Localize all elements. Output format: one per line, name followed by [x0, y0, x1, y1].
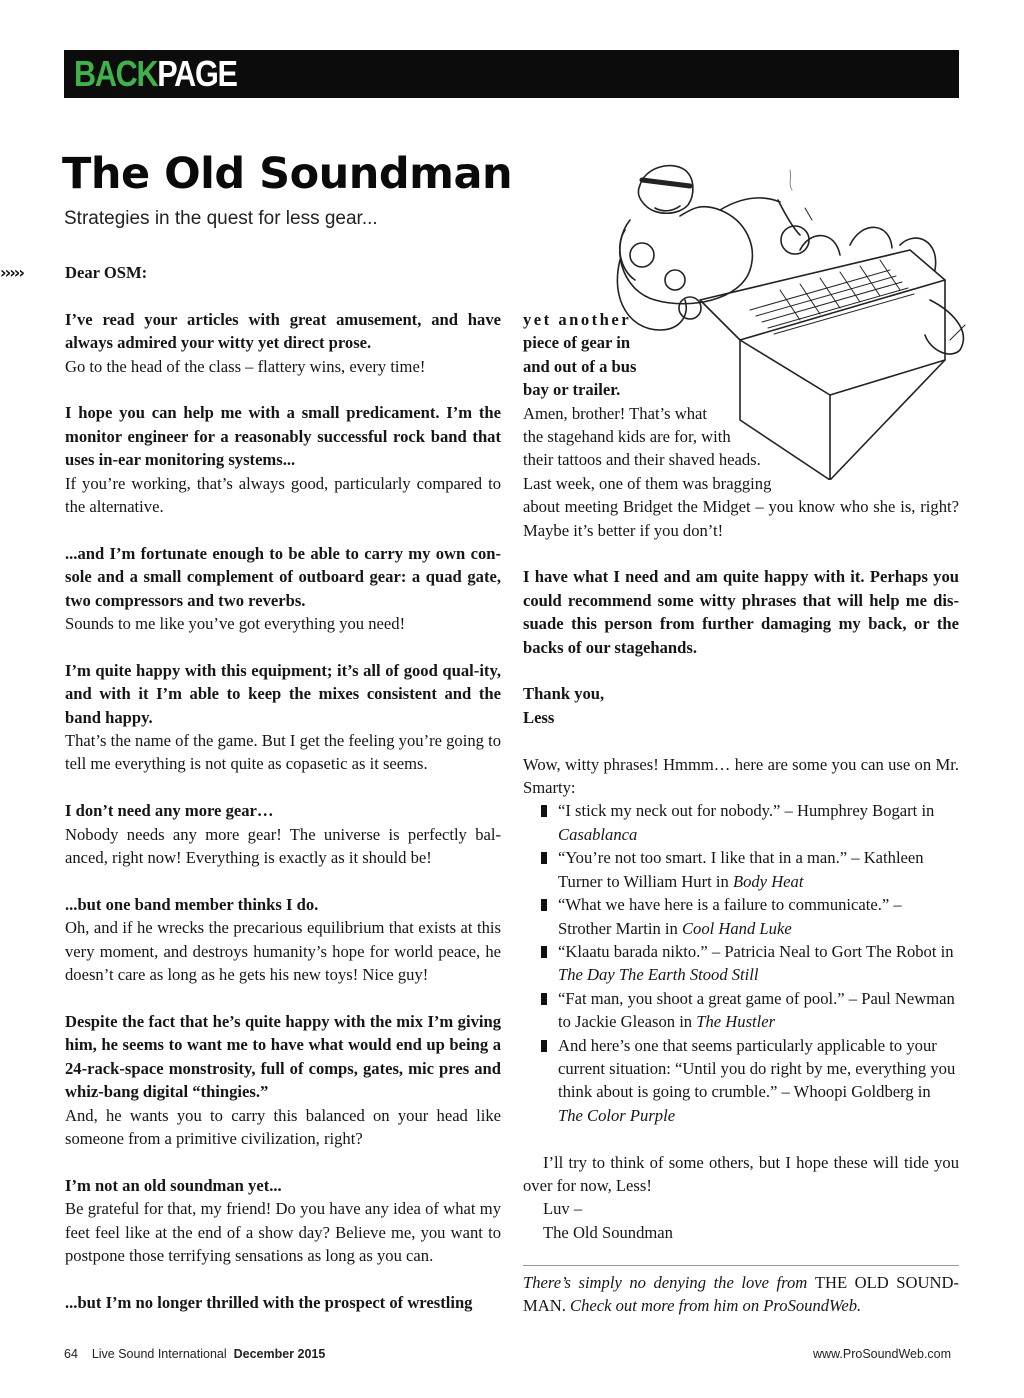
bullet-icon	[541, 946, 547, 958]
bullet-icon	[541, 993, 547, 1005]
greeting: Dear OSM:	[65, 263, 148, 282]
letter-text: ...but I’m no longer thrilled with the prospect of wrestling	[65, 1292, 473, 1312]
list-item	[523, 846, 959, 893]
closing-name: THE OLD SOUND-MAN	[523, 1273, 959, 1316]
reply-text: And, he wants you to carry this balanced on your head like someone from a primitive civilization, right?	[65, 1105, 501, 1148]
footer-website: www.ProSoundWeb.com	[813, 1347, 952, 1361]
letter-text: ...and I’m fortunate enough to be able to carry my own con-sole and a small complement of outboard gear: a quad gate, two compressors and two reverbs.	[65, 543, 501, 610]
article-subtitle: Strategies in the quest for less gear...	[64, 208, 378, 229]
closing-note	[523, 1271, 959, 1318]
quote-text: “I stick my neck out for nobody.” – Humphrey Bogart in	[558, 801, 935, 821]
bullet-icon	[541, 1040, 547, 1052]
closing-divider	[523, 1265, 959, 1266]
quote-text: “What we have here is a failure to communicate.” – Strother Martin in	[558, 895, 902, 938]
reply-text: If you’re working, that’s always good, particularly compared to the alternative.	[65, 473, 501, 517]
article-title: The Old Soundman	[62, 149, 513, 199]
quote-list	[523, 799, 959, 1127]
reply-text: Oh, and if he wrecks the precarious equilibrium that exists at this very moment, and destroys humanity’s hope for world peace, he doesn’t care as long as he gets his new toys! Nice guy!	[65, 918, 501, 985]
letter-continuation	[523, 308, 959, 542]
list-item	[523, 940, 959, 987]
reply-text: Sounds to me like you’ve got everything you need!	[65, 614, 406, 634]
letter-text: I’ve read your articles with great amusement, and have always admired your witty yet direct prose.	[65, 309, 501, 353]
reply-text: their tattoos and their shaved heads.	[523, 450, 761, 470]
letter-text: and out of a bus	[523, 356, 637, 376]
film-title: Cool Hand Luke	[681, 918, 792, 938]
letter-paragraph-7	[65, 1010, 501, 1150]
luv-text: Luv –	[543, 1199, 583, 1219]
closing-italic-1: There’s simply no denying the love from	[523, 1273, 815, 1292]
quote-text: And here’s one that seems particularly applicable to your current situation: “Until you do right by me, everything you think about is going to crumble.” – Whoopi Goldberg in	[558, 1035, 956, 1102]
signature: The Old Soundman	[543, 1222, 673, 1242]
list-item	[523, 893, 959, 940]
section-label-back: BACK	[74, 53, 158, 94]
quote-text: “You’re not too smart. I like that in a man.” – Kathleen Turner to William Hurt in	[558, 848, 924, 891]
letter-text: Despite the fact that he’s quite happy with the mix I’m giving him, he seems to want me to have what would end up being a 24-rack-space monstrosity, full of comps, gates, mic pres and whiz-bang digital “thingies.”	[65, 1011, 501, 1102]
letter-paragraph-8	[65, 1174, 501, 1268]
film-title: The Color Purple	[558, 1105, 676, 1125]
quote-text: “Klaatu barada nikto.” – Patricia Neal to Gort The Robot in	[558, 941, 954, 961]
lead-arrows-icon: ›››››	[0, 263, 23, 282]
reply-text: Be grateful for that, my friend! Do you have any idea of what my feet feel like at the end of a show day? Believe me, you want to postpone those terrifying sensations as long as you can.	[65, 1199, 501, 1265]
reply-text: the stagehand kids are for, with	[523, 427, 731, 447]
section-label	[74, 53, 237, 95]
bullet-icon	[541, 852, 547, 864]
letter-paragraph-2	[65, 401, 501, 518]
letter-text: bay or trailer.	[523, 380, 621, 400]
quote-text: “Fat man, you shoot a great game of pool.” – Paul Newman to Jackie Gleason in	[558, 988, 955, 1032]
closing-italic-2: Check out more from him on ProSoundWeb.	[570, 1296, 862, 1316]
reply-text: about meeting Bridget the Midget – you know who she is, right? Maybe it’s better if you don’t!	[523, 497, 959, 540]
right-column	[523, 308, 959, 1244]
letter-text: I’m not an old soundman yet...	[65, 1175, 282, 1195]
letter-text: yet another	[523, 310, 632, 329]
thanks-text: Thank you,	[523, 684, 605, 704]
letter-text: I’m quite happy with this equipment; it’s all of good qual-ity, and with it I’m able to keep the mixes consistent and the band happy.	[65, 660, 501, 727]
letter-text: I hope you can help me with a small predicament. I’m the monitor engineer for a reasonably successful rock band that uses in-ear monitoring systems...	[65, 403, 501, 470]
footer-left	[64, 1346, 325, 1362]
film-title: The Hustler	[696, 1012, 776, 1032]
letter-paragraph-1	[65, 308, 501, 378]
letter-paragraph-10	[523, 565, 959, 659]
film-title: Casablanca	[558, 824, 638, 844]
section-banner	[64, 50, 959, 98]
letter-text: ...but one band member thinks I do.	[65, 894, 319, 914]
reply-outro: I’ll try to think of some others, but I hope these will tide you over for now, Less!	[523, 1152, 959, 1195]
letter-signoff	[523, 682, 959, 729]
letter-text: I don’t need any more gear…	[65, 801, 274, 821]
reply-text: That’s the name of the game. But I get the feeling you’re going to tell me everything is not quite as copasetic as it seems.	[65, 731, 501, 774]
left-column	[65, 261, 501, 1338]
reply-text: Amen, brother! That’s what	[523, 403, 708, 423]
letter-text: I have what I need and am quite happy with it. Perhaps you could recommend some witty phrases that will help me dis-suade this person from further damaging my back, or the backs of our stagehands.	[523, 567, 959, 657]
film-title: Body Heat	[732, 871, 804, 891]
section-label-page: PAGE	[157, 53, 237, 94]
reply-text: Nobody needs any more gear! The universe is perfectly bal-anced, right now! Everything is exactly as it should be!	[65, 824, 501, 868]
list-item	[523, 987, 959, 1034]
list-item	[523, 799, 959, 846]
closing-dot: .	[561, 1296, 571, 1316]
letter-paragraph-3	[65, 542, 501, 636]
page-number: 64	[64, 1347, 78, 1361]
film-title: The Day The Earth Stood Still	[558, 965, 759, 985]
letter-text: piece of gear in	[523, 333, 631, 353]
letter-paragraph-5	[65, 799, 501, 869]
bullet-icon	[541, 805, 547, 817]
reply-text: Go to the head of the class – flattery wins, every time!	[65, 356, 426, 376]
sender-name: Less	[523, 707, 555, 727]
bullet-icon	[541, 899, 547, 911]
letter-paragraph-9	[65, 1291, 501, 1314]
letter-paragraph-4	[65, 659, 501, 776]
reply-intro: Wow, witty phrases! Hmmm… here are some you can use on Mr. Smarty:	[523, 754, 959, 798]
list-item	[523, 1034, 959, 1128]
issue-date: December 2015	[233, 1347, 326, 1361]
reply-text: Last week, one of them was bragging	[523, 473, 772, 493]
publication-name: Live Sound International	[91, 1347, 227, 1361]
letter-paragraph-6	[65, 893, 501, 987]
